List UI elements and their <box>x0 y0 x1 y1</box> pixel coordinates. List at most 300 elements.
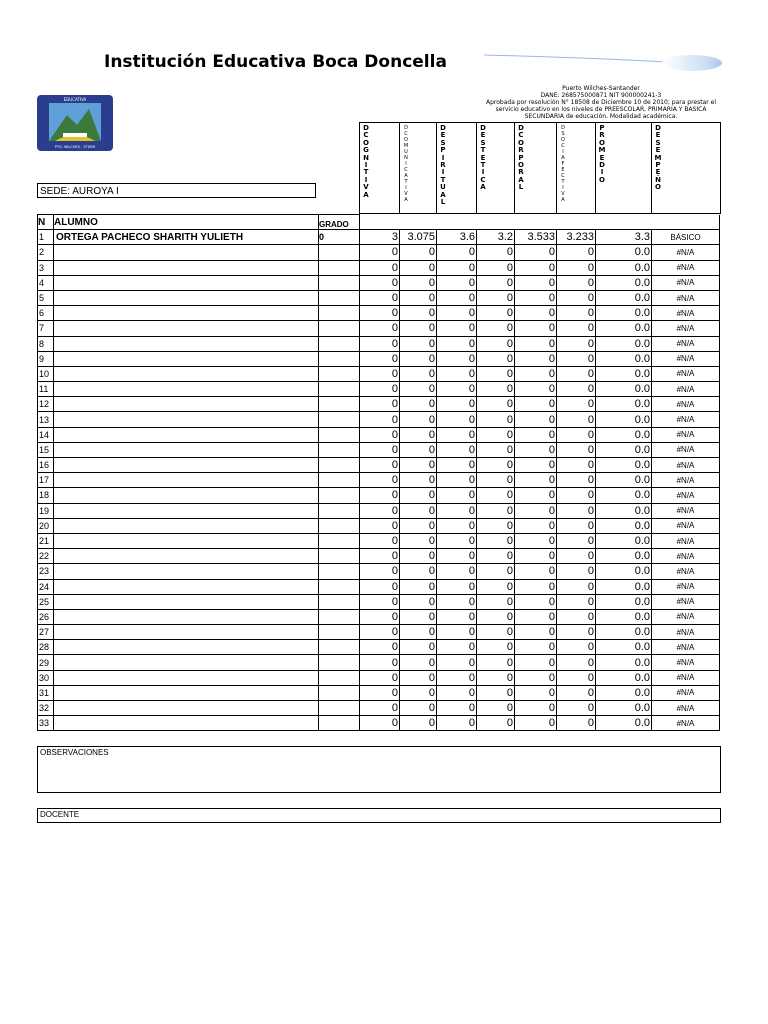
dimension-score[interactable]: 0 <box>557 412 596 427</box>
dimension-score[interactable]: 0 <box>557 685 596 700</box>
dimension-score[interactable]: 0 <box>515 397 557 412</box>
dimension-score[interactable]: 0 <box>437 503 477 518</box>
dimension-score[interactable]: 0 <box>515 564 557 579</box>
row-number[interactable]: 20 <box>38 518 54 533</box>
dimension-score[interactable]: 0 <box>437 670 477 685</box>
dimension-score[interactable]: 0 <box>437 260 477 275</box>
dimension-score[interactable]: 0 <box>360 609 400 624</box>
average-score[interactable]: 0.0 <box>596 275 652 290</box>
student-name[interactable] <box>54 579 319 594</box>
student-name[interactable] <box>54 351 319 366</box>
dimension-score[interactable]: 0 <box>437 412 477 427</box>
student-name[interactable] <box>54 260 319 275</box>
row-number[interactable]: 11 <box>38 382 54 397</box>
dimension-score[interactable]: 0 <box>557 351 596 366</box>
dimension-score[interactable]: 0 <box>360 397 400 412</box>
dimension-score[interactable]: 3.6 <box>437 230 477 245</box>
student-name[interactable] <box>54 655 319 670</box>
dimension-score[interactable]: 0 <box>557 564 596 579</box>
dimension-score[interactable]: 0 <box>360 336 400 351</box>
average-score[interactable]: 0.0 <box>596 564 652 579</box>
dimension-score[interactable]: 0 <box>477 245 515 260</box>
student-name[interactable] <box>54 412 319 427</box>
dimension-score[interactable]: 0 <box>557 594 596 609</box>
dimension-score[interactable]: 0 <box>515 670 557 685</box>
dimension-score[interactable]: 0 <box>515 549 557 564</box>
dimension-score[interactable]: 0 <box>360 655 400 670</box>
dimension-score[interactable]: 0 <box>360 579 400 594</box>
dimension-score[interactable]: 0 <box>557 579 596 594</box>
average-score[interactable]: 0.0 <box>596 701 652 716</box>
dimension-score[interactable]: 0 <box>400 564 437 579</box>
dimension-score[interactable]: 0 <box>557 549 596 564</box>
dimension-score[interactable]: 0 <box>477 625 515 640</box>
dimension-score[interactable]: 0 <box>557 670 596 685</box>
dimension-score[interactable]: 0 <box>360 275 400 290</box>
performance-level[interactable]: #N/A <box>652 609 720 624</box>
student-grade[interactable] <box>319 640 360 655</box>
row-number[interactable]: 23 <box>38 564 54 579</box>
dimension-score[interactable]: 0 <box>557 245 596 260</box>
dimension-score[interactable]: 0 <box>360 260 400 275</box>
student-name[interactable] <box>54 397 319 412</box>
student-grade[interactable] <box>319 260 360 275</box>
student-grade[interactable] <box>319 594 360 609</box>
dimension-score[interactable]: 0 <box>437 275 477 290</box>
average-score[interactable]: 0.0 <box>596 412 652 427</box>
dimension-score[interactable]: 0 <box>515 625 557 640</box>
dimension-score[interactable]: 0 <box>437 306 477 321</box>
dimension-score[interactable]: 0 <box>477 655 515 670</box>
dimension-score[interactable]: 0 <box>557 290 596 305</box>
average-score[interactable]: 0.0 <box>596 716 652 731</box>
student-grade[interactable] <box>319 701 360 716</box>
dimension-score[interactable]: 0 <box>477 685 515 700</box>
dimension-score[interactable]: 0 <box>400 549 437 564</box>
student-grade[interactable] <box>319 549 360 564</box>
student-grade[interactable] <box>319 579 360 594</box>
row-number[interactable]: 25 <box>38 594 54 609</box>
performance-level[interactable]: #N/A <box>652 685 720 700</box>
row-number[interactable]: 32 <box>38 701 54 716</box>
student-grade[interactable] <box>319 366 360 381</box>
student-name[interactable] <box>54 442 319 457</box>
performance-level[interactable]: #N/A <box>652 321 720 336</box>
student-grade[interactable] <box>319 533 360 548</box>
performance-level[interactable]: #N/A <box>652 564 720 579</box>
dimension-score[interactable]: 0 <box>515 458 557 473</box>
dimension-score[interactable]: 0 <box>515 336 557 351</box>
docente-box[interactable] <box>37 808 721 823</box>
dimension-score[interactable]: 0 <box>360 321 400 336</box>
dimension-score[interactable]: 0 <box>477 488 515 503</box>
row-number[interactable]: 7 <box>38 321 54 336</box>
student-grade[interactable] <box>319 503 360 518</box>
dimension-score[interactable]: 0 <box>437 594 477 609</box>
row-number[interactable]: 26 <box>38 609 54 624</box>
dimension-score[interactable]: 0 <box>400 533 437 548</box>
dimension-score[interactable]: 0 <box>557 473 596 488</box>
student-name[interactable] <box>54 640 319 655</box>
average-score[interactable]: 0.0 <box>596 290 652 305</box>
student-grade[interactable] <box>319 625 360 640</box>
dimension-score[interactable]: 0 <box>515 321 557 336</box>
average-score[interactable]: 0.0 <box>596 366 652 381</box>
student-name[interactable] <box>54 503 319 518</box>
student-name[interactable] <box>54 321 319 336</box>
average-score[interactable]: 0.0 <box>596 594 652 609</box>
dimension-score[interactable]: 3.233 <box>557 230 596 245</box>
dimension-score[interactable]: 0 <box>400 701 437 716</box>
average-score[interactable]: 0.0 <box>596 442 652 457</box>
row-number[interactable]: 19 <box>38 503 54 518</box>
row-number[interactable]: 27 <box>38 625 54 640</box>
student-grade[interactable] <box>319 518 360 533</box>
student-grade[interactable] <box>319 427 360 442</box>
dimension-score[interactable]: 0 <box>477 458 515 473</box>
dimension-score[interactable]: 0 <box>477 533 515 548</box>
dimension-score[interactable]: 0 <box>557 488 596 503</box>
performance-level[interactable]: #N/A <box>652 488 720 503</box>
dimension-score[interactable]: 0 <box>437 549 477 564</box>
average-score[interactable]: 0.0 <box>596 382 652 397</box>
dimension-score[interactable]: 0 <box>557 655 596 670</box>
dimension-score[interactable]: 0 <box>400 579 437 594</box>
dimension-score[interactable]: 0 <box>400 458 437 473</box>
dimension-score[interactable]: 0 <box>360 685 400 700</box>
average-score[interactable]: 0.0 <box>596 245 652 260</box>
dimension-score[interactable]: 0 <box>557 533 596 548</box>
row-number[interactable]: 12 <box>38 397 54 412</box>
performance-level[interactable]: #N/A <box>652 549 720 564</box>
dimension-score[interactable]: 0 <box>557 366 596 381</box>
performance-level[interactable]: #N/A <box>652 412 720 427</box>
row-number[interactable]: 18 <box>38 488 54 503</box>
row-number[interactable]: 3 <box>38 260 54 275</box>
dimension-score[interactable]: 3.075 <box>400 230 437 245</box>
dimension-score[interactable]: 0 <box>557 306 596 321</box>
dimension-score[interactable]: 0 <box>477 549 515 564</box>
dimension-score[interactable]: 0 <box>477 503 515 518</box>
average-score[interactable]: 0.0 <box>596 685 652 700</box>
student-grade[interactable] <box>319 245 360 260</box>
dimension-score[interactable]: 0 <box>515 609 557 624</box>
average-score[interactable]: 0.0 <box>596 533 652 548</box>
dimension-score[interactable]: 0 <box>477 366 515 381</box>
dimension-score[interactable]: 0 <box>437 655 477 670</box>
dimension-score[interactable]: 0 <box>400 518 437 533</box>
dimension-score[interactable]: 0 <box>400 427 437 442</box>
row-number[interactable]: 6 <box>38 306 54 321</box>
student-grade[interactable] <box>319 290 360 305</box>
dimension-score[interactable]: 0 <box>400 655 437 670</box>
dimension-score[interactable]: 0 <box>477 670 515 685</box>
dimension-score[interactable]: 0 <box>360 290 400 305</box>
performance-level[interactable]: #N/A <box>652 458 720 473</box>
row-number[interactable]: 10 <box>38 366 54 381</box>
dimension-score[interactable]: 0 <box>515 427 557 442</box>
dimension-score[interactable]: 0 <box>437 533 477 548</box>
dimension-score[interactable]: 0 <box>557 640 596 655</box>
dimension-score[interactable]: 0 <box>437 579 477 594</box>
average-score[interactable]: 0.0 <box>596 260 652 275</box>
student-name[interactable] <box>54 701 319 716</box>
dimension-score[interactable]: 0 <box>477 427 515 442</box>
row-number[interactable]: 31 <box>38 685 54 700</box>
student-grade[interactable] <box>319 336 360 351</box>
row-number[interactable]: 2 <box>38 245 54 260</box>
dimension-score[interactable]: 0 <box>360 473 400 488</box>
dimension-score[interactable]: 0 <box>400 290 437 305</box>
dimension-score[interactable]: 0 <box>400 640 437 655</box>
student-name[interactable] <box>54 685 319 700</box>
performance-level[interactable]: #N/A <box>652 655 720 670</box>
performance-level[interactable]: #N/A <box>652 473 720 488</box>
student-name[interactable] <box>54 366 319 381</box>
average-score[interactable]: 0.0 <box>596 640 652 655</box>
dimension-score[interactable]: 0 <box>477 260 515 275</box>
dimension-score[interactable]: 0 <box>360 442 400 457</box>
average-score[interactable]: 0.0 <box>596 579 652 594</box>
student-name[interactable] <box>54 716 319 731</box>
dimension-score[interactable]: 0 <box>557 397 596 412</box>
row-number[interactable]: 29 <box>38 655 54 670</box>
dimension-score[interactable]: 0 <box>437 336 477 351</box>
performance-level[interactable]: #N/A <box>652 351 720 366</box>
dimension-score[interactable]: 0 <box>400 594 437 609</box>
dimension-score[interactable]: 0 <box>400 275 437 290</box>
dimension-score[interactable]: 0 <box>360 351 400 366</box>
dimension-score[interactable]: 0 <box>437 488 477 503</box>
dimension-score[interactable]: 0 <box>477 716 515 731</box>
dimension-score[interactable]: 0 <box>557 625 596 640</box>
student-name[interactable] <box>54 245 319 260</box>
dimension-score[interactable]: 0 <box>515 503 557 518</box>
dimension-score[interactable]: 0 <box>400 382 437 397</box>
dimension-score[interactable]: 0 <box>400 442 437 457</box>
dimension-score[interactable]: 0 <box>360 594 400 609</box>
row-number[interactable]: 17 <box>38 473 54 488</box>
dimension-score[interactable]: 0 <box>437 366 477 381</box>
dimension-score[interactable]: 0 <box>437 245 477 260</box>
student-grade[interactable] <box>319 488 360 503</box>
dimension-score[interactable]: 0 <box>477 351 515 366</box>
performance-level[interactable]: #N/A <box>652 306 720 321</box>
dimension-score[interactable]: 0 <box>557 701 596 716</box>
dimension-score[interactable]: 0 <box>557 518 596 533</box>
student-name[interactable] <box>54 625 319 640</box>
dimension-score[interactable]: 0 <box>360 458 400 473</box>
dimension-score[interactable]: 0 <box>515 640 557 655</box>
dimension-score[interactable]: 0 <box>557 321 596 336</box>
row-number[interactable]: 13 <box>38 412 54 427</box>
dimension-score[interactable]: 0 <box>360 488 400 503</box>
student-grade[interactable] <box>319 412 360 427</box>
dimension-score[interactable]: 0 <box>360 549 400 564</box>
dimension-score[interactable]: 0 <box>515 594 557 609</box>
dimension-score[interactable]: 0 <box>437 609 477 624</box>
dimension-score[interactable]: 0 <box>477 564 515 579</box>
dimension-score[interactable]: 0 <box>437 442 477 457</box>
dimension-score[interactable]: 0 <box>437 382 477 397</box>
student-grade[interactable] <box>319 564 360 579</box>
average-score[interactable]: 0.0 <box>596 473 652 488</box>
dimension-score[interactable]: 0 <box>437 564 477 579</box>
average-score[interactable]: 0.0 <box>596 397 652 412</box>
performance-level[interactable]: #N/A <box>652 275 720 290</box>
dimension-score[interactable]: 0 <box>557 382 596 397</box>
student-name[interactable] <box>54 306 319 321</box>
student-grade[interactable] <box>319 716 360 731</box>
average-score[interactable]: 0.0 <box>596 351 652 366</box>
student-name[interactable] <box>54 458 319 473</box>
dimension-score[interactable]: 0 <box>437 458 477 473</box>
student-grade[interactable] <box>319 473 360 488</box>
dimension-score[interactable]: 0 <box>360 533 400 548</box>
row-number[interactable]: 24 <box>38 579 54 594</box>
dimension-score[interactable]: 0 <box>360 716 400 731</box>
average-score[interactable]: 0.0 <box>596 336 652 351</box>
performance-level[interactable]: #N/A <box>652 397 720 412</box>
performance-level[interactable]: #N/A <box>652 366 720 381</box>
dimension-score[interactable]: 0 <box>437 321 477 336</box>
row-number[interactable]: 16 <box>38 458 54 473</box>
row-number[interactable]: 22 <box>38 549 54 564</box>
dimension-score[interactable]: 0 <box>515 533 557 548</box>
student-name[interactable] <box>54 290 319 305</box>
dimension-score[interactable]: 0 <box>400 321 437 336</box>
dimension-score[interactable]: 0 <box>515 351 557 366</box>
dimension-score[interactable]: 0 <box>477 321 515 336</box>
dimension-score[interactable]: 0 <box>515 716 557 731</box>
dimension-score[interactable]: 0 <box>360 564 400 579</box>
dimension-score[interactable]: 0 <box>477 701 515 716</box>
dimension-score[interactable]: 0 <box>515 518 557 533</box>
dimension-score[interactable]: 0 <box>400 306 437 321</box>
row-number[interactable]: 8 <box>38 336 54 351</box>
student-name[interactable] <box>54 533 319 548</box>
dimension-score[interactable]: 0 <box>360 503 400 518</box>
dimension-score[interactable]: 0 <box>437 640 477 655</box>
dimension-score[interactable]: 0 <box>515 412 557 427</box>
dimension-score[interactable]: 0 <box>515 382 557 397</box>
dimension-score[interactable]: 0 <box>400 336 437 351</box>
student-name[interactable] <box>54 488 319 503</box>
average-score[interactable]: 3.3 <box>596 230 652 245</box>
dimension-score[interactable]: 0 <box>477 382 515 397</box>
dimension-score[interactable]: 0 <box>400 245 437 260</box>
dimension-score[interactable]: 0 <box>515 701 557 716</box>
student-grade[interactable] <box>319 397 360 412</box>
row-number[interactable]: 9 <box>38 351 54 366</box>
performance-level[interactable]: #N/A <box>652 625 720 640</box>
row-number[interactable]: 4 <box>38 275 54 290</box>
performance-level[interactable]: #N/A <box>652 518 720 533</box>
dimension-score[interactable]: 0 <box>400 670 437 685</box>
average-score[interactable]: 0.0 <box>596 306 652 321</box>
dimension-score[interactable]: 0 <box>557 503 596 518</box>
dimension-score[interactable]: 0 <box>477 594 515 609</box>
dimension-score[interactable]: 0 <box>437 427 477 442</box>
dimension-score[interactable]: 0 <box>515 442 557 457</box>
dimension-score[interactable]: 0 <box>400 473 437 488</box>
dimension-score[interactable]: 0 <box>557 609 596 624</box>
row-number[interactable]: 21 <box>38 533 54 548</box>
dimension-score[interactable]: 0 <box>515 245 557 260</box>
dimension-score[interactable]: 0 <box>360 640 400 655</box>
row-number[interactable]: 14 <box>38 427 54 442</box>
dimension-score[interactable]: 3.2 <box>477 230 515 245</box>
student-grade[interactable] <box>319 351 360 366</box>
dimension-score[interactable]: 0 <box>557 442 596 457</box>
performance-level[interactable]: #N/A <box>652 427 720 442</box>
performance-level[interactable]: #N/A <box>652 290 720 305</box>
student-name[interactable] <box>54 549 319 564</box>
dimension-score[interactable]: 0 <box>477 518 515 533</box>
dimension-score[interactable]: 0 <box>557 336 596 351</box>
dimension-score[interactable]: 0 <box>515 488 557 503</box>
dimension-score[interactable]: 0 <box>515 306 557 321</box>
student-name[interactable] <box>54 275 319 290</box>
student-grade[interactable] <box>319 321 360 336</box>
average-score[interactable]: 0.0 <box>596 503 652 518</box>
dimension-score[interactable]: 0 <box>477 473 515 488</box>
student-grade[interactable] <box>319 382 360 397</box>
dimension-score[interactable]: 0 <box>557 716 596 731</box>
dimension-score[interactable]: 0 <box>477 609 515 624</box>
dimension-score[interactable]: 0 <box>360 427 400 442</box>
dimension-score[interactable]: 0 <box>477 640 515 655</box>
dimension-score[interactable]: 0 <box>515 473 557 488</box>
dimension-score[interactable]: 0 <box>360 412 400 427</box>
average-score[interactable]: 0.0 <box>596 625 652 640</box>
dimension-score[interactable]: 0 <box>477 442 515 457</box>
dimension-score[interactable]: 0 <box>400 397 437 412</box>
dimension-score[interactable]: 0 <box>360 518 400 533</box>
dimension-score[interactable]: 0 <box>477 412 515 427</box>
dimension-score[interactable]: 0 <box>437 473 477 488</box>
dimension-score[interactable]: 0 <box>477 397 515 412</box>
dimension-score[interactable]: 0 <box>400 625 437 640</box>
average-score[interactable]: 0.0 <box>596 655 652 670</box>
dimension-score[interactable]: 0 <box>437 701 477 716</box>
student-name[interactable] <box>54 382 319 397</box>
row-number[interactable]: 1 <box>38 230 54 245</box>
student-grade[interactable] <box>319 685 360 700</box>
dimension-score[interactable]: 0 <box>400 503 437 518</box>
row-number[interactable]: 33 <box>38 716 54 731</box>
dimension-score[interactable]: 0 <box>515 685 557 700</box>
dimension-score[interactable]: 0 <box>400 260 437 275</box>
dimension-score[interactable]: 0 <box>360 625 400 640</box>
dimension-score[interactable]: 0 <box>515 579 557 594</box>
dimension-score[interactable]: 0 <box>557 260 596 275</box>
student-grade[interactable] <box>319 442 360 457</box>
student-grade[interactable]: 0 <box>319 230 360 245</box>
student-name[interactable] <box>54 609 319 624</box>
row-number[interactable]: 5 <box>38 290 54 305</box>
student-grade[interactable] <box>319 655 360 670</box>
dimension-score[interactable]: 3.533 <box>515 230 557 245</box>
dimension-score[interactable]: 0 <box>400 412 437 427</box>
row-number[interactable]: 28 <box>38 640 54 655</box>
row-number[interactable]: 15 <box>38 442 54 457</box>
dimension-score[interactable]: 0 <box>515 260 557 275</box>
dimension-score[interactable]: 0 <box>437 625 477 640</box>
dimension-score[interactable]: 0 <box>477 275 515 290</box>
observaciones-box[interactable] <box>37 746 721 793</box>
performance-level[interactable]: #N/A <box>652 503 720 518</box>
